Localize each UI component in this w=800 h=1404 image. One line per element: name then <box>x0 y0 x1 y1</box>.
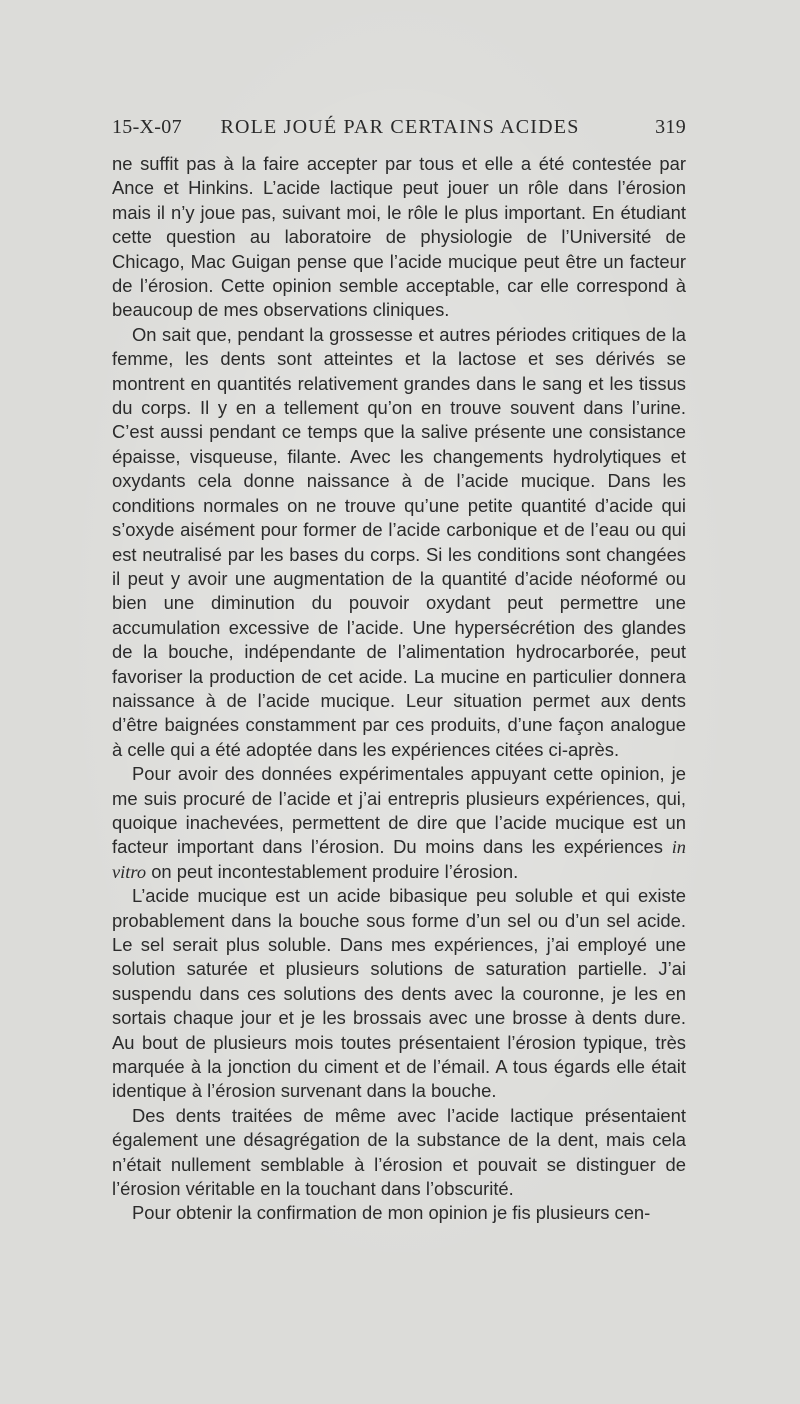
paragraph-4: L’acide mucique est un acide bibasique peu soluble et qui existe probablement dans la bouche sous forme d’un sel ou d’un sel acide. Le sel serait plus soluble. Dans mes expériences, j’ai employé une solution saturée et plusieurs solutions de saturation partielle. J’ai suspendu dans ces solutions des dents avec la couronne, je les en sortais chaque jour et je les brossais avec une brosse à dents dure. Au bout de plusieurs mois toutes présentaient l’érosion typique, très marquée à la jonction du ciment et de l’émail. A tous égards elle était identique à l’érosion survenant dans la bouche. <box>112 885 686 1102</box>
header-date: 15-X-07 <box>112 116 182 138</box>
paragraph-3-text-start: Pour avoir des données expérimentales appuyant cette opinion, je me suis procuré de l’acide et j’ai entrepris plusieurs expériences, qui, quoique inachevées, permettent de dire que l’acide mucique est un facteur important dans l’érosion. Du moins dans les expériences <box>112 763 686 858</box>
page-number: 319 <box>655 116 686 138</box>
paragraph-3-text-end: on peut incontestablement produire l’érosion. <box>151 860 519 882</box>
paragraph-6: Pour obtenir la confirmation de mon opinion je fis plusieurs cen- <box>132 1202 651 1224</box>
paragraph-2: On sait que, pendant la grossesse et autres périodes critiques de la femme, les dents sont atteintes et la lactose et ses dérivés se montrent en quantités relativement grandes dans le sang et les tissus du corps. Il y en a tellement qu’on en trouve souvent dans l’urine. C’est aussi pendant ce temps que la salive présente une consistance épaisse, visqueuse, filante. Avec les changements hydrolytiques et oxydants cela donne naissance à de l’acide mucique. Dans les conditions normales on ne trouve qu’une petite quantité d’acide qui s’oxyde aisément pour former de l’acide carbonique et de l’eau ou qui est neutralisé par les bases du corps. Si les conditions sont changées il peut y avoir une augmentation de la quantité d’acide néoformé ou bien une diminution du pouvoir oxydant peut permettre une accumulation excessive de l’acide. Une hypersécrétion des glandes de la bouche, indépendante de l’alimentation hydrocarborée, peut favoriser la production de cet acide. La mucine en particulier donnera naissance à de l’acide mucique. Leur situation permet aux dents d’être baignées constamment par ces produits, d’une façon analogue à celle qui a été adoptée dans les expériences citées ci-après. <box>112 323 686 760</box>
italic-term: in vitro <box>112 837 686 882</box>
body-text <box>112 152 686 1226</box>
paragraph-5: Des dents traitées de même avec l’acide lactique présentaient également une désagrégation de la substance de la dent, mais cela n’était nullement semblable à l’érosion et pouvait se distinguer de l’érosion véritable en la touchant dans l’obscurité. <box>112 1104 686 1200</box>
paragraph-3 <box>112 762 686 884</box>
paragraph-1: ne suffit pas à la faire accepter par tous et elle a été contestée par Ance et Hinkins. L’acide lactique peut jouer un rôle dans l’érosion mais il n’y joue pas, suivant moi, le rôle le plus important. En étudiant cette question au laboratoire de physiologie de l’Université de Chicago, Mac Guigan pense que l’acide mucique peut être un facteur de l’érosion. Cette opinion semble acceptable, car elle correspond à beaucoup de mes observations cliniques. <box>112 153 686 321</box>
running-header <box>112 116 686 146</box>
header-title: ROLE JOUÉ PAR CERTAINS ACIDES <box>220 116 580 138</box>
